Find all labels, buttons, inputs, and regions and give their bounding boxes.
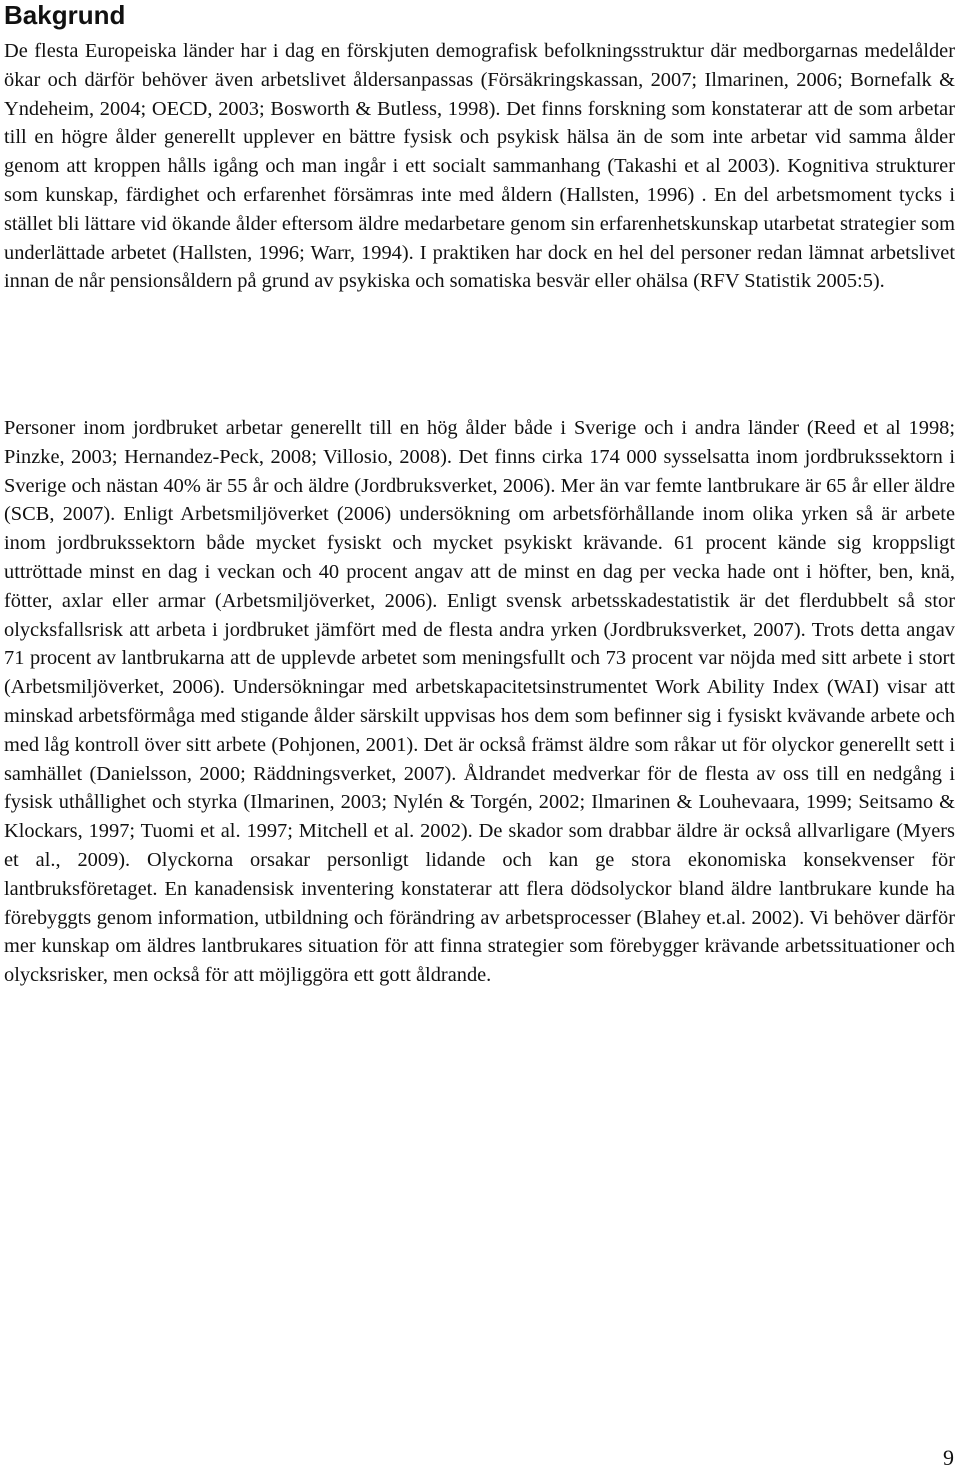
- page-number: 9: [943, 1445, 954, 1470]
- section-heading: Bakgrund: [4, 0, 126, 30]
- paragraph-1: De flesta Europeiska länder har i dag en förskjuten demografisk befolkningsstruktur där medborgarnas medelålder ökar och därför behöver även arbetslivet åldersanpassas (Försäkringskassan, 2007; Ilmarinen, 2006; Bornefalk & Yndeheim, 2004; OECD, 2003; Bosworth & Butless, 1998). Det finns forskning som konstaterar att de som arbetar till en högre ålder generellt upplever en bättre fysisk och psykisk hälsa än de som inte arbetar vid samma ålder genom att kroppen hålls igång och man ingår i ett socialt sammanhang (Takashi et al 2003). Kognitiva strukturer som kunskap, färdighet och erfarenhet försämras inte med åldern (Hallsten, 1996) . En del arbetsmoment tycks i stället bli lättare vid ökande ålder eftersom äldre medarbetare genom sin erfarenhetskunskap utarbetat strategier som underlättade arbetet (Hallsten, 1996; Warr, 1994). I praktiken har dock en hel del personer redan lämnat arbetslivet innan de når pensionsåldern på grund av psykiska och somatiska besvär eller ohälsa (RFV Statistik 2005:5).: [4, 40, 955, 293]
- paragraph-2: Personer inom jordbruket arbetar generellt till en hög ålder både i Sverige och i andra länder (Reed et al 1998; Pinzke, 2003; Hernandez-Peck, 2008; Villosio, 2008). Det finns cirka 174 000 sysselsatta inom jordbrukssektorn i Sverige och nästan 40% är 55 år och äldre (Jordbruksverket, 2006). Mer än var femte lantbrukare är 65 år eller äldre (SCB, 2007). Enligt Arbetsmiljöverket (2006) undersökning om arbetsförhållande inom olika yrken så är arbete inom jordbrukssektorn både mycket fysiskt och mycket psykiskt krävande. 61 procent kände sig kroppsligt uttröttade minst en dag i veckan och 40 procent angav att de minst en dag per vecka hade ont i höfter, ben, knä, fötter, axlar eller armar (Arbetsmiljöverket, 2006). Enligt svensk arbetsskadestatistik är det flerdubbelt så stor olycksfallsrisk att arbeta i jordbruket jämfört med de flesta andra yrken (Jordbruksverket, 2007). Trots detta angav 71 procent av lantbrukarna att de upplevde arbetet som meningsfullt och 73 procent var nöjda med sitt arbete i stort (Arbetsmiljöverket, 2006). Undersökningar med arbetskapacitetsinstrumentet Work Ability Index (WAI) visar att minskad arbetsförmåga med stigande ålder särskilt uppvisas hos dem som befinner sig i fysiskt kvävande arbete och med låg kontroll över sitt arbete (Pohjonen, 2001). Det är också främst äldre som råkar ut för olyckor generellt sett i samhället (Danielsson, 2000; Räddningsverket, 2007). Åldrandet medverkar för de flesta av oss till en nedgång i fysisk uthållighet och styrka (Ilmarinen, 2003; Nylén & Torgén, 2002; Ilmarinen & Louhevaara, 1999; Seitsamo & Klockars, 1997; Tuomi et al. 1997; Mitchell et al. 2002). De skador som drabbar äldre är också allvarligare (Myers et al., 2009). Olyckorna orsakar personligt lidande och kan ge stora ekonomiska konsekvenser för lantbruksföretaget. En kanadensisk inventering konstaterar att flera dödsolyckor bland äldre lantbrukare kunde ha förebyggts genom information, utbildning och förändring av arbetsprocesser (Blahey et.al. 2002). Vi behöver därför mer kunskap om äldres lantbrukares situation för att finna strategier som förebygger krävande arbetssituationer och olycksrisker, men också för att möjliggöra ett gott åldrande.: [4, 417, 955, 987]
